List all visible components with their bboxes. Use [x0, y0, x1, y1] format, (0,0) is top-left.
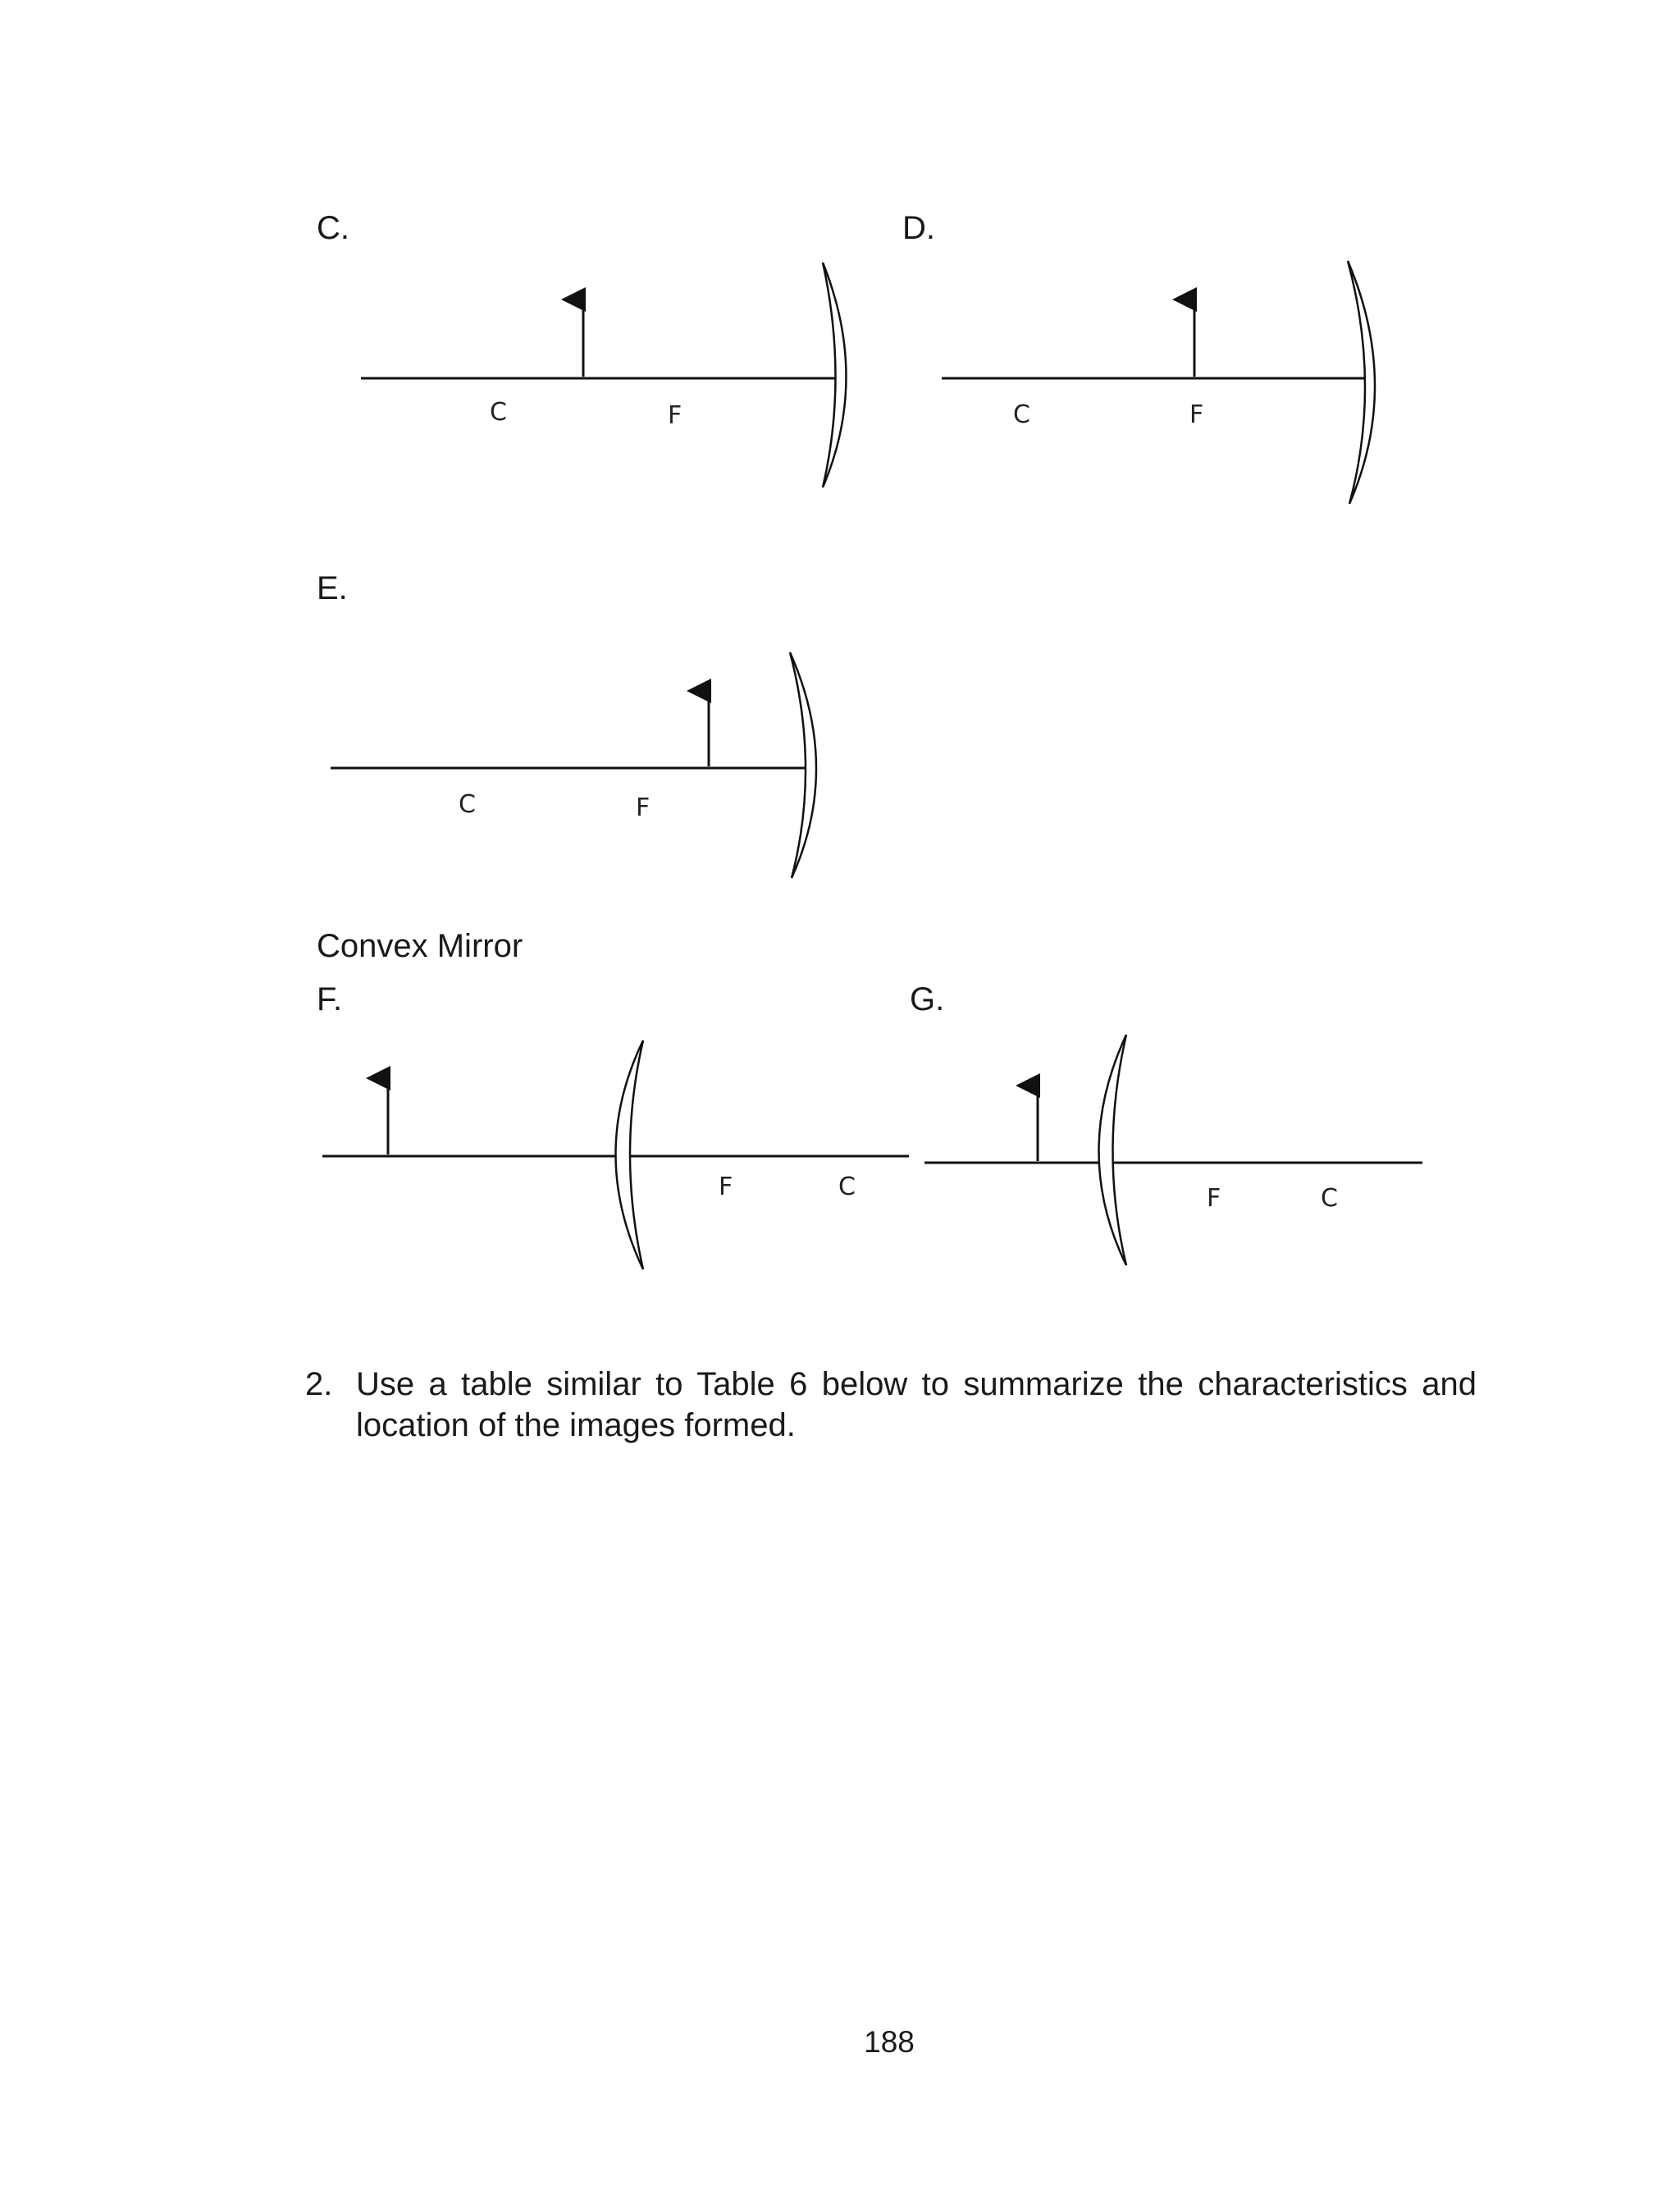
focus-mark-f: F — [1189, 400, 1204, 429]
diagram-d — [942, 261, 1375, 504]
concave-mirror — [1348, 261, 1375, 504]
focus-mark-f: F — [636, 793, 651, 822]
diagram-f — [322, 1040, 909, 1269]
concave-mirror — [823, 263, 847, 487]
diagram-g — [924, 1035, 1422, 1265]
page-number: 188 — [864, 2025, 915, 2059]
figure-label-d: D. — [902, 210, 935, 246]
convex-mirror — [1099, 1035, 1127, 1265]
center-mark-c: C — [1321, 1184, 1338, 1213]
focus-mark-f: F — [719, 1173, 733, 1201]
focus-mark-f: F — [1207, 1184, 1221, 1213]
diagram-c — [361, 263, 847, 487]
center-mark-c: C — [490, 398, 507, 427]
center-mark-c: C — [459, 790, 476, 819]
center-mark-c: C — [838, 1173, 856, 1201]
figure-label-c: C. — [317, 210, 349, 246]
concave-mirror — [790, 652, 816, 878]
question-number: 2. — [305, 1366, 333, 1402]
section-heading-convex-mirror: Convex Mirror — [317, 928, 523, 964]
figure-label-e: E. — [317, 570, 348, 606]
question-text: Use a table similar to Table 6 below to summarize the characteristics and location of the images formed. — [356, 1366, 1477, 1443]
question-2 — [305, 1364, 1477, 1446]
focus-mark-f: F — [668, 401, 682, 430]
diagram-e — [331, 652, 816, 878]
center-mark-c: C — [1013, 400, 1030, 429]
figure-label-f: F. — [317, 981, 343, 1017]
figure-label-g: G. — [910, 981, 945, 1017]
